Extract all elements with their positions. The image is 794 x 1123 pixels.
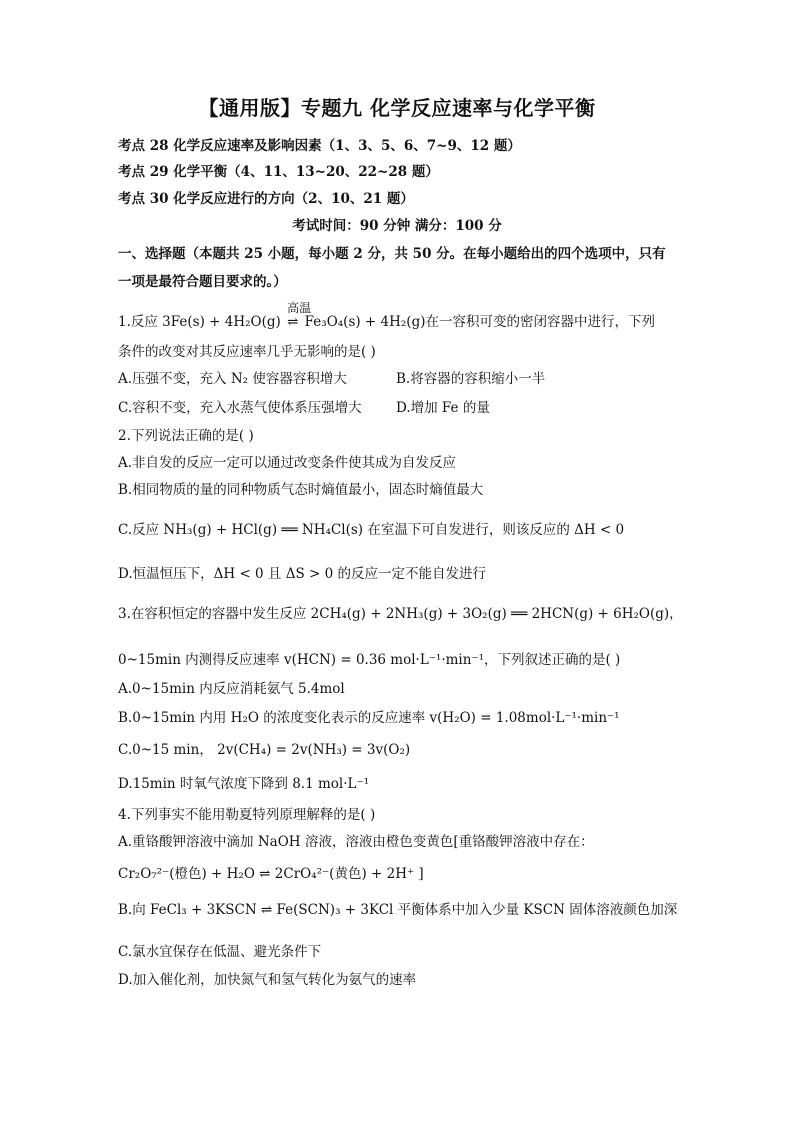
q1-lhs: 3Fe(s) + 4H₂O(g) xyxy=(162,314,281,330)
q1-arrow: ⇌ xyxy=(287,314,299,330)
q1-stem xyxy=(118,301,655,332)
q2-option-c: C.反应 NH₃(g) + HCl(g) ══ NH₄Cl(s) 在室温下可自发进行，则该反应的 ΔH < 0 xyxy=(118,522,625,538)
q4-option-b: B.向 FeCl₃ + 3KSCN ⇌ Fe(SCN)₃ + 3KCl 平衡体系中加入少量 KSCN 固体溶液颜色加深 xyxy=(118,902,678,918)
q4-option-a-equation: Cr₂O₇²⁻(橙色) + H₂O ⇌ 2CrO₄²⁻(黄色) + 2H⁺ ] xyxy=(118,866,424,882)
q2-option-d: D.恒温恒压下，ΔH < 0 且 ΔS > 0 的反应一定不能自发进行 xyxy=(118,566,486,582)
q1-line2: 条件的改变对其反应速率几乎无影响的是( ) xyxy=(118,344,376,360)
q2-stem: 2.下列说法正确的是( ) xyxy=(118,428,254,444)
q4-option-c: C.氯水宜保存在低温、避光条件下 xyxy=(118,944,322,960)
q3-stem: 3.在容积恒定的容器中发生反应 2CH₄(g) + 2NH₃(g) + 3O₂(g) ══ 2HCN(g) + 6H₂O(g)， xyxy=(118,606,683,622)
section-heading-line1: 一、选择题（本题共 25 小题，每小题 2 分，共 50 分。在每小题给出的四个选项中，只有 xyxy=(118,246,666,262)
q3-option-b: B.0~15min 内用 H₂O 的浓度变化表示的反应速率 v(H₂O) = 1.08mol·L⁻¹·min⁻¹ xyxy=(118,710,620,726)
q1-prefix: 1.反应 xyxy=(118,314,163,330)
q1-rhs: Fe₃O₄(s) + 4H₂(g) xyxy=(304,314,426,330)
q4-option-a: A.重铬酸钾溶液中滴加 NaOH 溶液，溶液由橙色变黄色[重铬酸钾溶液中存在： xyxy=(118,834,594,850)
q2-option-a: A.非自发的反应一定可以通过改变条件使其成为自发反应 xyxy=(118,455,457,471)
topic-29: 考点 29 化学平衡（4、11、13~20、22~28 题） xyxy=(118,164,439,180)
q1-option-b: B.将容器的容积缩小一半 xyxy=(396,371,546,387)
q3-option-a: A.0~15min 内反应消耗氨气 5.4mol xyxy=(118,681,345,697)
q1-suffix: 在一容积可变的密闭容器中进行，下列 xyxy=(425,314,655,330)
q3-option-c: C.0~15 min， 2v(CH₄) = 2v(NH₃) = 3v(O₂) xyxy=(118,742,411,758)
q3-line2: 0~15min 内测得反应速率 v(HCN) = 0.36 mol·L⁻¹·min⁻¹，下列叙述正确的是( ) xyxy=(118,652,621,668)
section-heading-line2: 一项是最符合题目要求的。） xyxy=(118,274,287,290)
q1-option-c: C.容积不变，充入水蒸气使体系压强增大 xyxy=(118,400,362,416)
q4-stem: 4.下列事实不能用勒夏特列原理解释的是( ) xyxy=(118,807,376,823)
q1-option-a: A.压强不变，充入 N₂ 使容器容积增大 xyxy=(118,371,347,387)
topic-28: 考点 28 化学反应速率及影响因素（1、3、5、6、7~9、12 题） xyxy=(118,138,521,154)
q1-condition: 高温 xyxy=(287,301,312,315)
exam-info: 考试时间：90 分钟 满分：100 分 xyxy=(292,218,502,234)
topic-30: 考点 30 化学反应进行的方向（2、10、21 题） xyxy=(118,191,414,207)
q2-option-b: B.相同物质的量的同种物质气态时熵值最小，固态时熵值最大 xyxy=(118,482,484,498)
q3-option-d: D.15min 时氧气浓度下降到 8.1 mol·L⁻¹ xyxy=(118,776,370,792)
q1-condition-arrow xyxy=(287,301,312,332)
page-title: 【通用版】专题九 化学反应速率与化学平衡 xyxy=(198,96,596,120)
q1-option-d: D.增加 Fe 的量 xyxy=(396,400,490,416)
q4-option-d: D.加入催化剂，加快氮气和氢气转化为氨气的速率 xyxy=(118,972,417,988)
